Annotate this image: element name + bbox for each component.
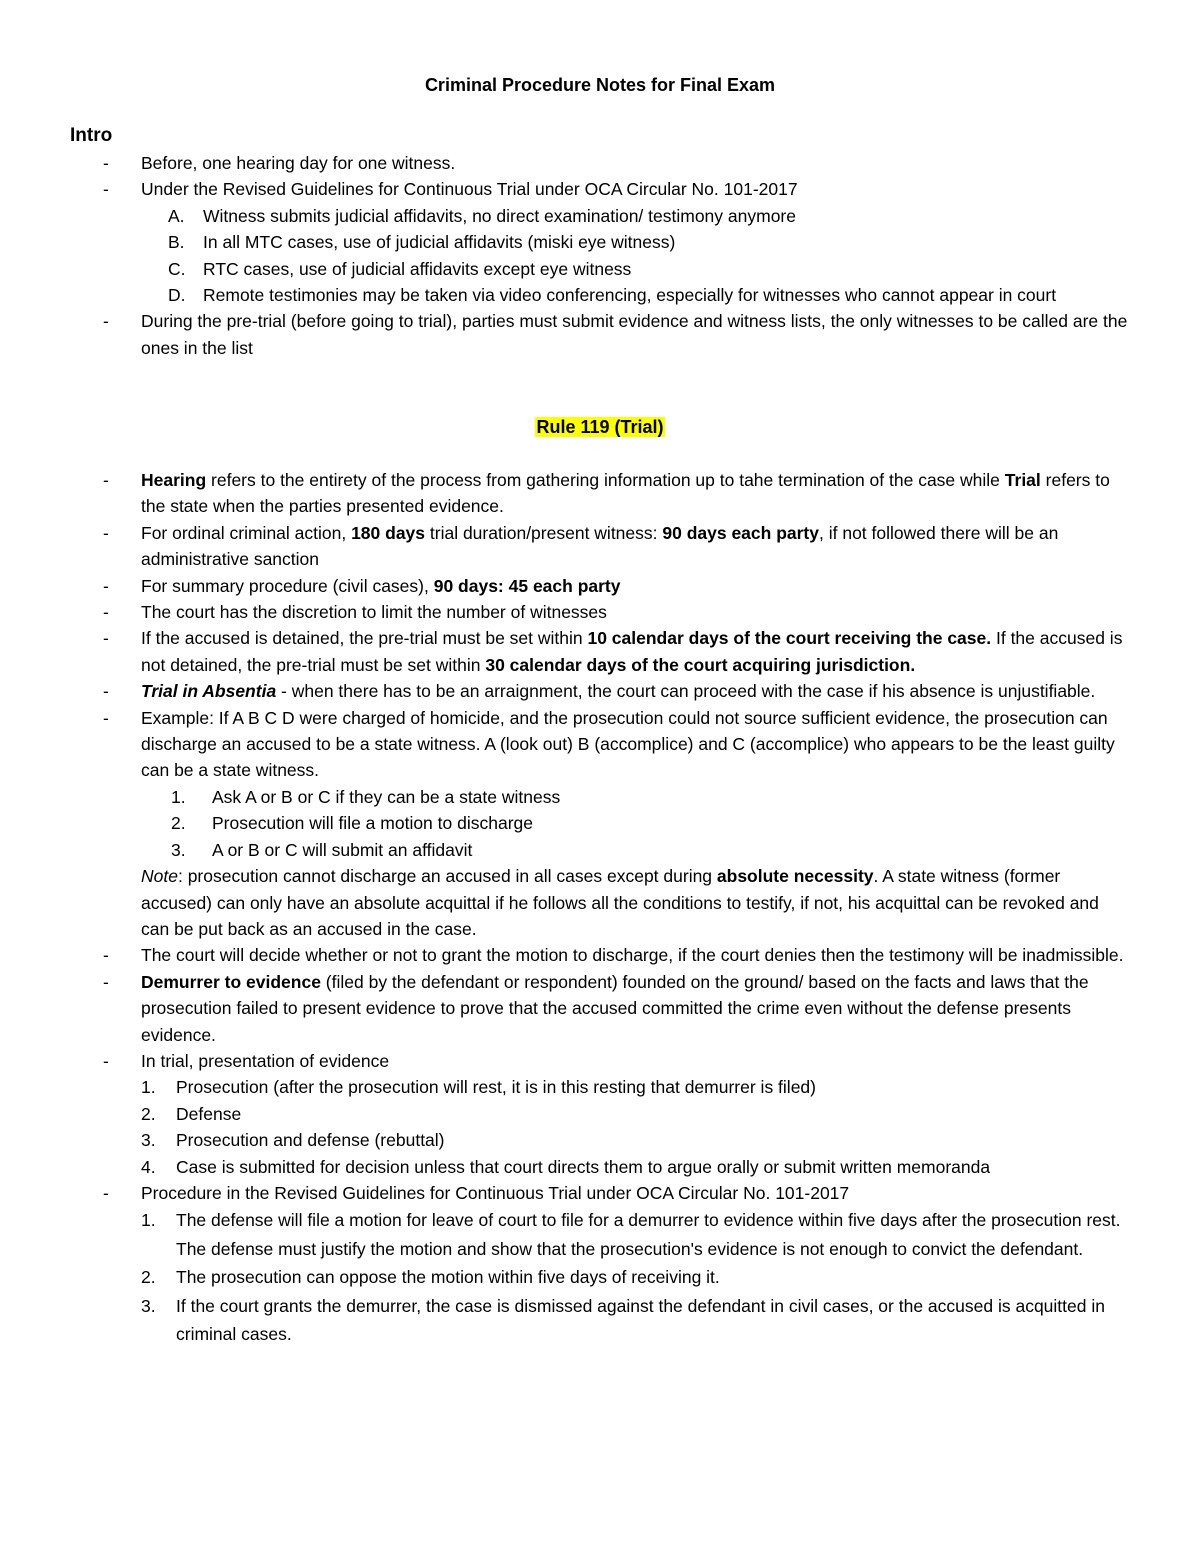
list-item: 3. A or B or C will submit an affidavit	[171, 839, 473, 860]
example-steps	[0, 784, 1130, 863]
list-item: 1. Ask A or B or C if they can be a state witness	[171, 786, 561, 807]
list-item: 4. Case is submitted for decision unless that court directs them to argue orally or submit written memoranda	[141, 1156, 991, 1177]
rule-119-list	[0, 467, 1200, 1349]
intro-heading: Intro	[70, 125, 113, 146]
list-item: 3. If the court grants the demurrer, the case is dismissed against the defendant in civil cases, or the accused is acquitted in criminal cases.	[141, 1295, 1105, 1345]
list-item: - In trial, presentation of evidence 1. Prosecution (after the prosecution will rest, it is in this resting that demurrer is filed) 2. Defense 3. Prosecution and defense (rebuttal) 4. Case is submitted for decision unless that court directs them to argue orally or submit written memoranda	[0, 1048, 1200, 1180]
rule-119-heading-wrap	[0, 414, 1200, 440]
list-item: 1. The defense will file a motion for leave of court to file for a demurrer to evidence within five days after the prosecution rest. The defense must justify the motion and show that the prosecution's evidence is not enough to convict the defendant.	[141, 1210, 1121, 1259]
list-item: - Trial in Absentia - when there has to be an arraignment, the court can proceed with the case if his absence is unjustifiable.	[0, 678, 1200, 704]
presentation-steps	[141, 1074, 1130, 1180]
list-item: - The court will decide whether or not to grant the motion to discharge, if the court denies then the testimony will be inadmissible.	[0, 942, 1200, 968]
list-item: B. In all MTC cases, use of judicial affidavits (miski eye witness)	[168, 232, 676, 253]
intro-list	[0, 150, 1200, 361]
rule-119-heading: Rule 119 (Trial)	[536, 417, 664, 437]
list-item: - Example: If A B C D were charged of homicide, and the prosecution could not source sufficient evidence, the prosecution can discharge an accused to be a state witness. A (look out) B (accomplice) and C (accomplice) who appears to be the least guilty can be a state witness. 1. Ask A or B or C if they can be a state witness 2. Prosecution will file a motion to discharge 3. A or B or C will submit an affidavit Note: prosecution cannot discharge an accused in all cases except during absolute necessity. A state witness (former accused) can only have an absolute acquittal if he follows all the conditions to testify, if not, his acquittal can be revoked and can be put back as an accused in the case.	[0, 705, 1200, 943]
list-item: D. Remote testimonies may be taken via video conferencing, especially for witnesses who cannot appear in court	[168, 285, 1057, 306]
list-item: - The court has the discretion to limit the number of witnesses	[0, 599, 1200, 625]
list-item: - During the pre-trial (before going to trial), parties must submit evidence and witness lists, the only witnesses to be called are the ones in the list	[0, 308, 1200, 361]
intro-sublist	[0, 203, 1130, 309]
list-item: 2. The prosecution can oppose the motion within five days of receiving it.	[141, 1267, 720, 1288]
list-item: - Procedure in the Revised Guidelines for Continuous Trial under OCA Circular No. 101-2017 1. The defense will file a motion for leave of court to file for a demurrer to evidence within five days after the prosecution rest. The defense must justify the motion and show that the prosecution's evidence is not enough to convict the defendant. 2. The prosecution can oppose the motion within five days of receiving it. 3. If the court grants the demurrer, the case is dismissed against the defendant in civil cases, or the accused is acquitted in criminal cases.	[0, 1180, 1200, 1349]
list-item: - Demurrer to evidence (filed by the defendant or respondent) founded on the ground/ based on the facts and laws that the prosecution failed to present evidence to prove that the accused committed the crime even without the defense presents evidence.	[0, 969, 1200, 1048]
list-item: - Before, one hearing day for one witness.	[0, 150, 1200, 176]
procedure-steps	[141, 1206, 1130, 1349]
example-note: Note: prosecution cannot discharge an accused in all cases except during absolute necessity. A state witness (former accused) can only have an absolute acquittal if he follows all the conditions to testify, if not, his acquittal can be revoked and can be put back as an accused in the case.	[141, 866, 1099, 939]
list-item: 3. Prosecution and defense (rebuttal)	[141, 1130, 445, 1151]
list-item: - Hearing refers to the entirety of the process from gathering information up to tahe termination of the case while Trial refers to the state when the parties presented evidence.	[0, 467, 1200, 520]
list-item: 2. Defense	[141, 1103, 242, 1124]
list-item: - Under the Revised Guidelines for Continuous Trial under OCA Circular No. 101-2017 A. Witness submits judicial affidavits, no direct examination/ testimony anymore B. In all MTC cases, use of judicial affidavits (miski eye witness) C. RTC cases, use of judicial affidavits except eye witness D. Remote testimonies may be taken via video conferencing, especially for witnesses who cannot appear in court	[0, 176, 1200, 308]
list-item: - For summary procedure (civil cases), 90 days: 45 each party	[0, 573, 1200, 599]
list-item: - If the accused is detained, the pre-trial must be set within 10 calendar days of the court receiving the case. If the accused is not detained, the pre-trial must be set within 30 calendar days of the court acquiring jurisdiction.	[0, 625, 1200, 678]
list-item: 2. Prosecution will file a motion to discharge	[171, 813, 533, 834]
list-item: 1. Prosecution (after the prosecution will rest, it is in this resting that demurrer is filed)	[141, 1077, 816, 1098]
list-item: - For ordinal criminal action, 180 days trial duration/present witness: 90 days each party, if not followed there will be an administrative sanction	[0, 520, 1200, 573]
document-title: Criminal Procedure Notes for Final Exam	[424, 75, 776, 95]
list-item: C. RTC cases, use of judicial affidavits except eye witness	[168, 258, 632, 279]
list-item: A. Witness submits judicial affidavits, no direct examination/ testimony anymore	[168, 205, 796, 226]
